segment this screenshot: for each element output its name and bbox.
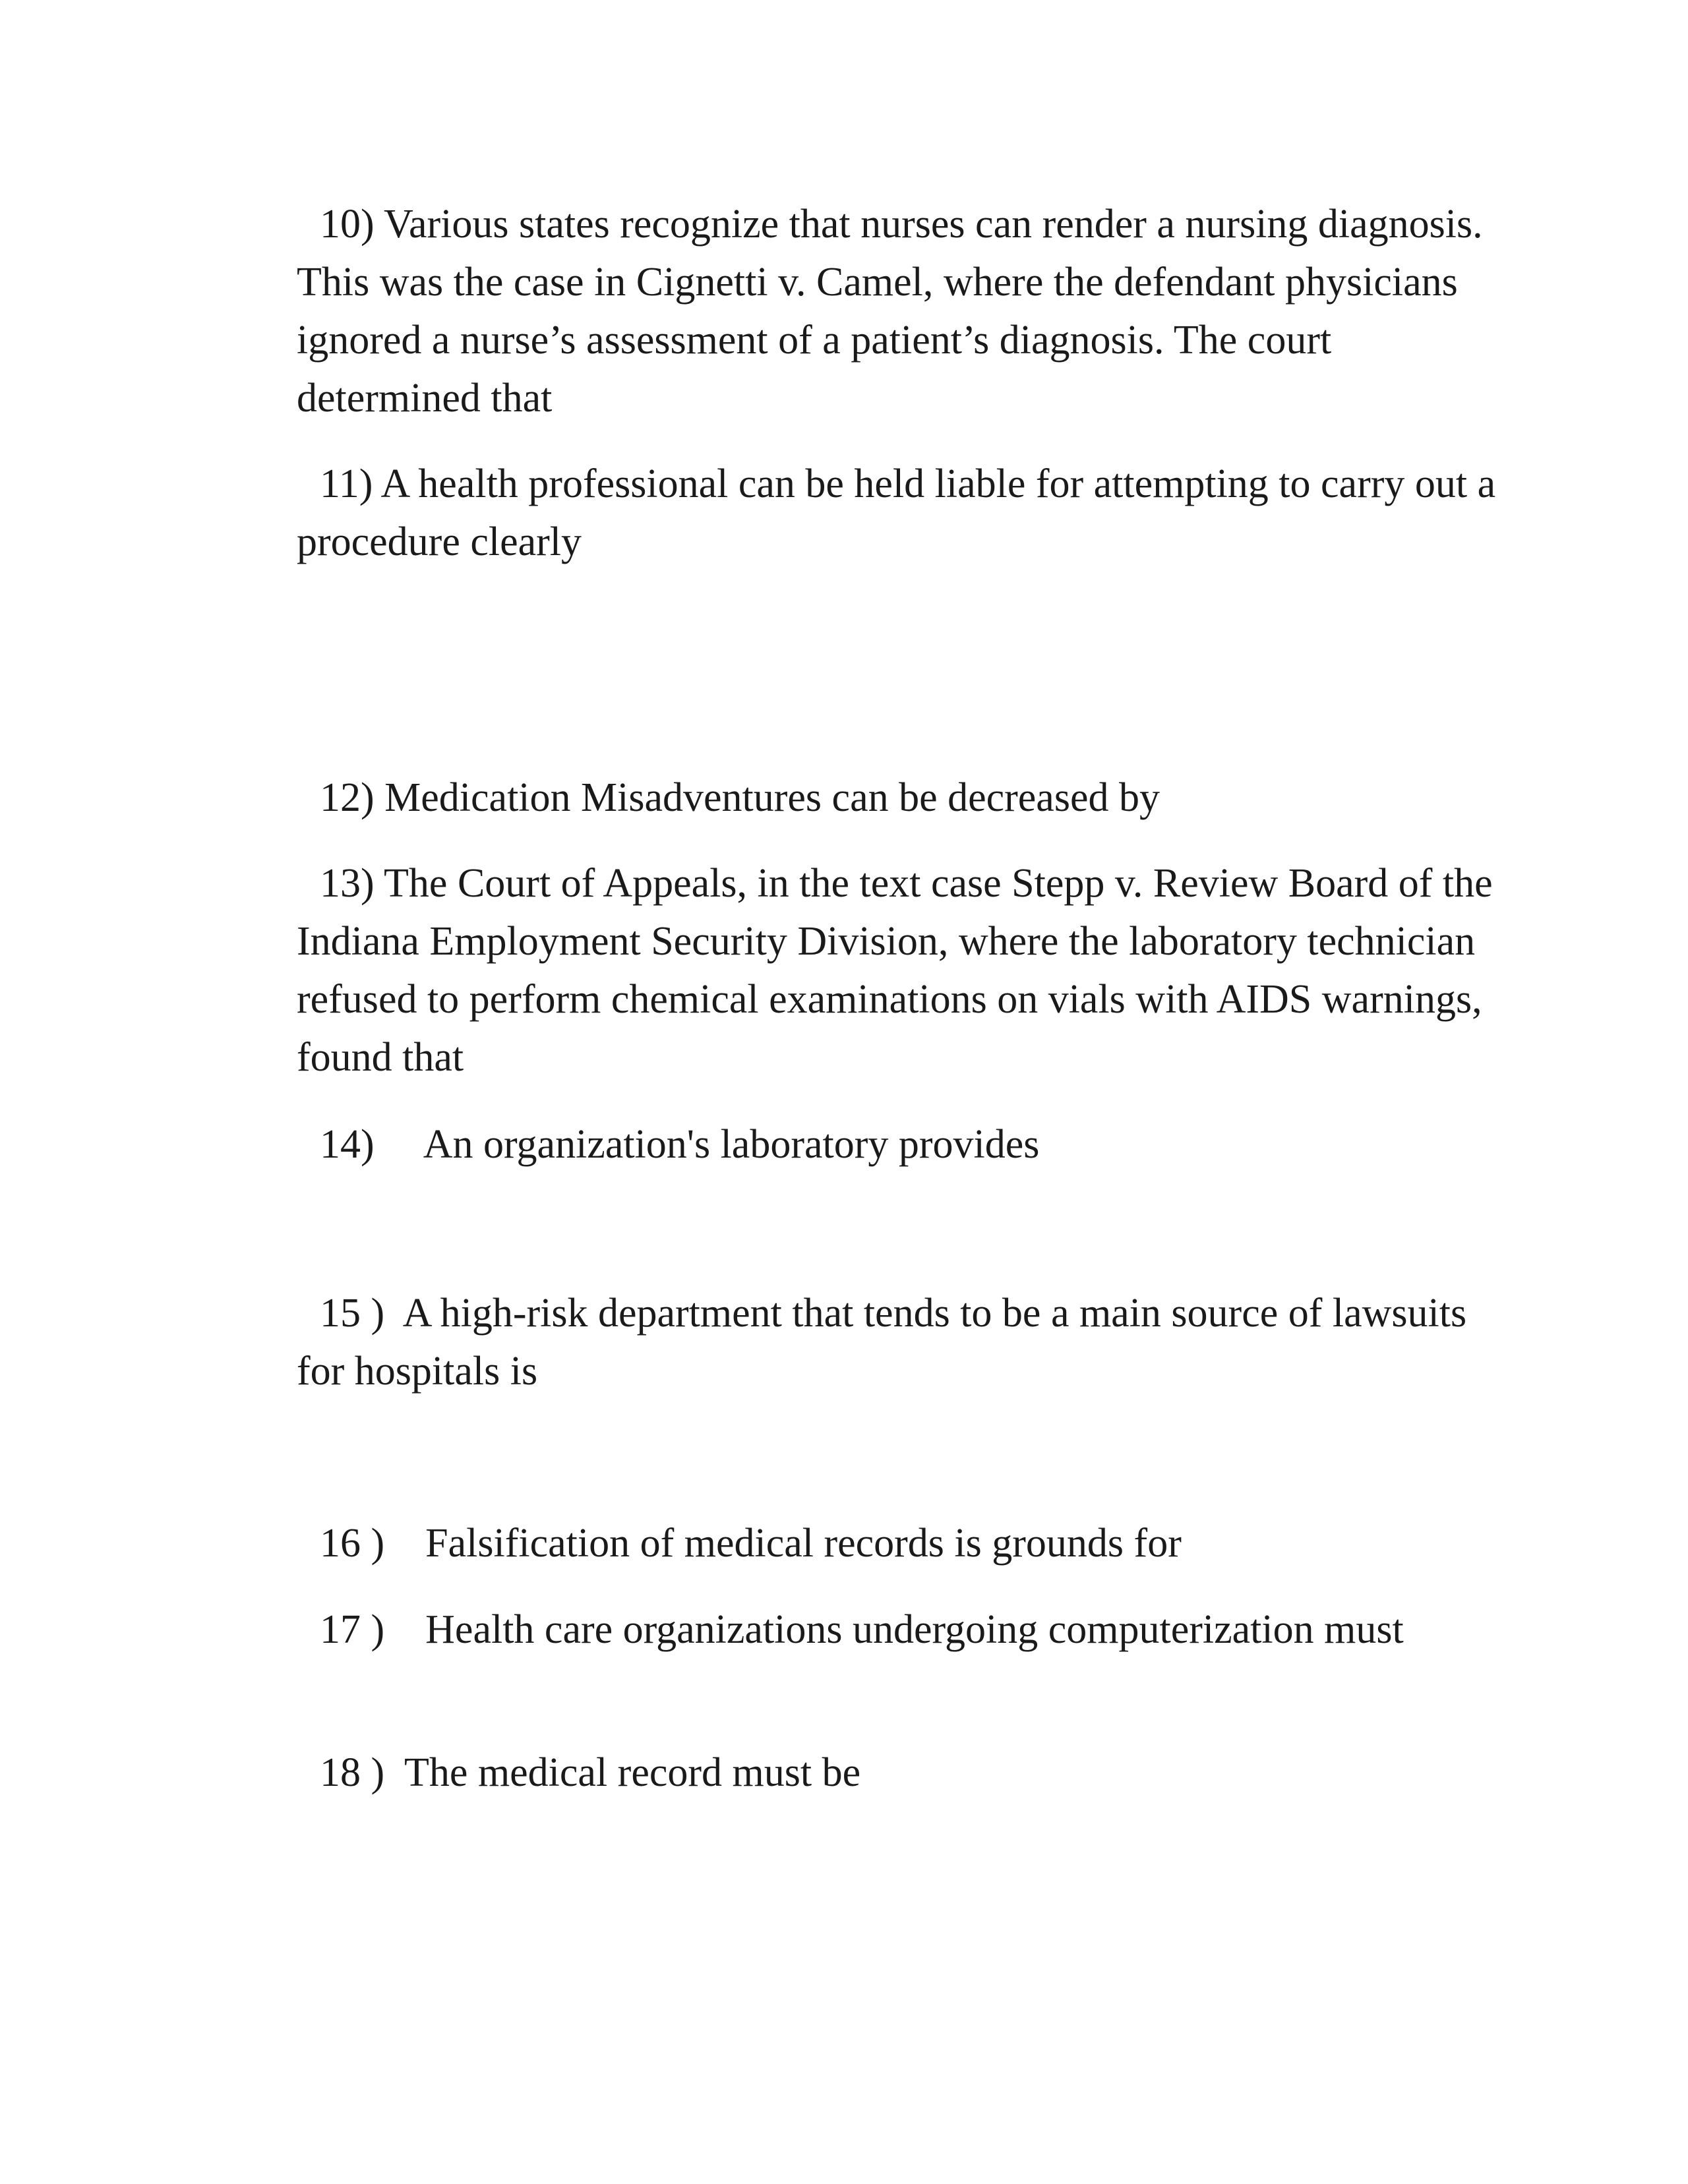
question-text: Medication Misadventures can be decreased by xyxy=(384,775,1160,820)
question-number: 15 ) xyxy=(320,1291,385,1336)
question-10 xyxy=(297,195,1497,427)
question-17 xyxy=(297,1601,1497,1659)
question-text: A health professional can be held liable for attempting to carry out a procedure clearly xyxy=(297,461,1496,564)
question-text: A high-risk department that tends to be a main source of lawsuits for hospitals is xyxy=(297,1291,1467,1394)
question-13 xyxy=(297,854,1497,1086)
question-text: Health care organizations undergoing computerization must xyxy=(425,1607,1404,1652)
question-number: 12) xyxy=(320,775,375,820)
question-number: 17 ) xyxy=(320,1607,385,1652)
question-18 xyxy=(297,1744,1497,1802)
question-number: 13) xyxy=(320,861,375,906)
question-text: The medical record must be xyxy=(404,1750,861,1795)
question-text: Falsification of medical records is grounds for xyxy=(425,1521,1182,1566)
question-12 xyxy=(297,769,1497,827)
question-number: 11) xyxy=(320,461,373,506)
question-14 xyxy=(297,1115,1497,1173)
question-15 xyxy=(297,1284,1497,1400)
question-text: An organization's laboratory provides xyxy=(423,1122,1040,1167)
question-16 xyxy=(297,1514,1497,1572)
question-number: 14) xyxy=(320,1122,375,1167)
question-number: 10) xyxy=(320,202,375,247)
question-number: 16 ) xyxy=(320,1521,385,1566)
question-text: Various states recognize that nurses can render a nursing diagnosis. This was the case in Cignetti v. Camel, where the defendant physicians ignored a nurse’s assessment of a patient’s diagnosis. The court determined that xyxy=(297,202,1483,421)
question-11 xyxy=(297,455,1497,571)
question-number: 18 ) xyxy=(320,1750,385,1795)
question-text: The Court of Appeals, in the text case Stepp v. Review Board of the Indiana Employment Security Division, where the laboratory technician refused to perform chemical examinations on vials with AIDS warnings, found that xyxy=(297,861,1493,1080)
